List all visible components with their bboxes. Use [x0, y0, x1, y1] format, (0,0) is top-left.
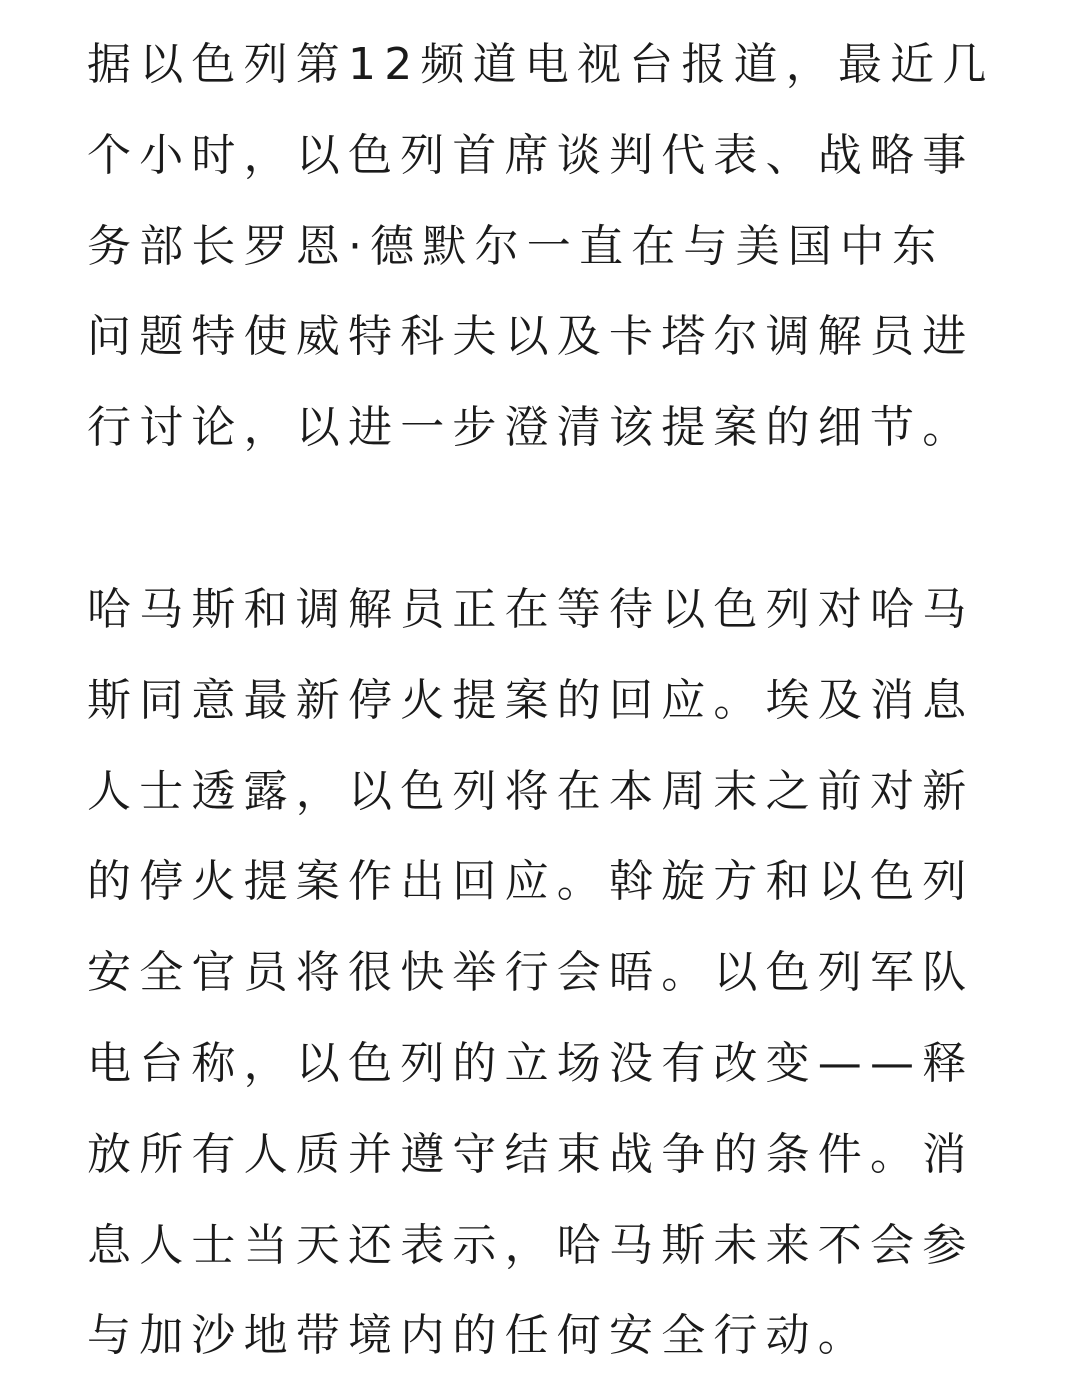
text-line: 哈马斯和调解员正在等待以色列对哈马 [87, 583, 975, 635]
text-line: 行讨论，以进一步澄清该提案的细节。 [87, 402, 975, 454]
paragraph-2 [87, 565, 993, 1382]
text-line: 安全官员将很快举行会晤。以色列军队 [87, 947, 975, 999]
paragraph-1 [87, 20, 993, 474]
text-line: 人士透露，以色列将在本周末之前对新 [87, 765, 975, 817]
article-body [87, 20, 993, 1382]
text-line: 斯同意最新停火提案的回应。埃及消息 [87, 674, 975, 726]
text-line: 个小时，以色列首席谈判代表、战略事 [87, 129, 975, 181]
text-line: 电台称，以色列的立场没有改变——释 [87, 1037, 975, 1089]
text-line: 与加沙地带境内的任何安全行动。 [87, 1310, 870, 1362]
text-line: 放所有人质并遵守结束战争的条件。消 [87, 1128, 975, 1180]
text-line: 问题特使威特科夫以及卡塔尔调解员进 [87, 311, 975, 363]
text-line: 息人士当天还表示，哈马斯未来不会参 [87, 1219, 975, 1271]
text-line: 务部长罗恩·德默尔一直在与美国中东 [87, 220, 945, 272]
text-line: 的停火提案作出回应。斡旋方和以色列 [87, 856, 975, 908]
text-line: 据以色列第12频道电视台报道，最近几 [87, 39, 995, 90]
